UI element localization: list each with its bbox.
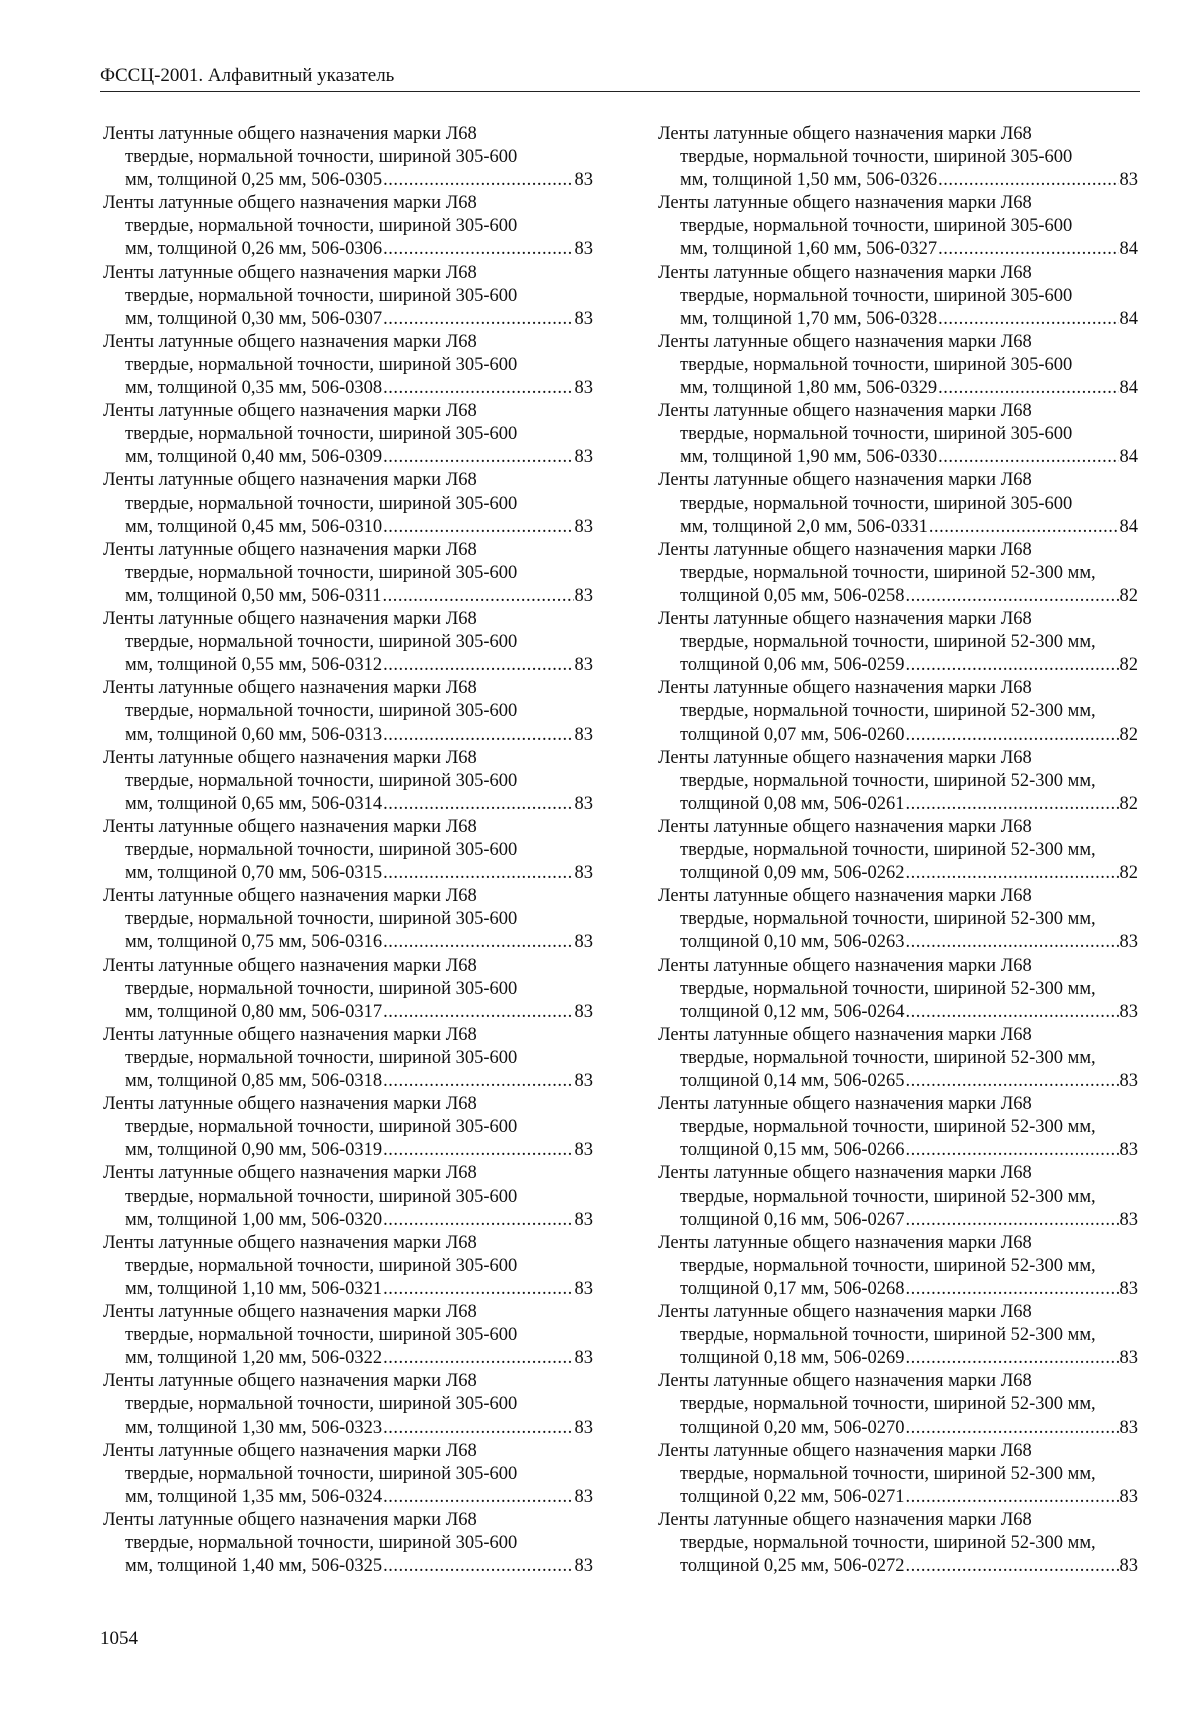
- entry-page-number: 83: [1119, 1348, 1138, 1369]
- entry-code-line: [658, 724, 1138, 747]
- entry-code-line: [103, 1417, 593, 1440]
- entry-code-line: [103, 1001, 593, 1024]
- entry-page-number: 83: [574, 585, 593, 606]
- entry-code-text: толщиной 0,22 мм, 506-0271: [680, 1486, 905, 1507]
- entry-page-number: 83: [574, 1209, 593, 1230]
- entry-title-line: Ленты латунные общего назначения марки Л68: [658, 747, 1032, 768]
- entry-spec-line: твердые, нормальной точности, шириной 52-300 мм,: [680, 562, 1096, 583]
- index-entry: [103, 816, 593, 885]
- entry-page-number: 84: [1119, 378, 1138, 399]
- entry-spec-line: твердые, нормальной точности, шириной 305-600: [125, 1255, 518, 1276]
- entry-title-line: Ленты латунные общего назначения марки Л68: [658, 609, 1032, 630]
- index-entry: [103, 539, 593, 608]
- entry-title-line: Ленты латунные общего назначения марки Л68: [658, 1024, 1032, 1045]
- entry-title-line: Ленты латунные общего назначения марки Л68: [658, 816, 1032, 837]
- entry-spec-line: твердые, нормальной точности, шириной 305-600: [680, 424, 1073, 445]
- entry-spec-line: твердые, нормальной точности, шириной 52-300 мм,: [680, 1117, 1096, 1138]
- entry-code-text: мм, толщиной 0,75 мм, 506-0316: [125, 932, 383, 953]
- entry-title-line: Ленты латунные общего назначения марки Л68: [103, 1094, 477, 1115]
- entry-page-number: 83: [574, 1417, 593, 1438]
- entry-spec-line: твердые, нормальной точности, шириной 52-300 мм,: [680, 909, 1096, 930]
- index-entry: [103, 123, 593, 192]
- entry-spec-line: твердые, нормальной точности, шириной 52-300 мм,: [680, 1255, 1096, 1276]
- entry-page-number: 83: [574, 724, 593, 745]
- entry-title-line: Ленты латунные общего назначения марки Л68: [658, 678, 1032, 699]
- dot-leader: [383, 1555, 573, 1578]
- entry-code-line: [658, 1139, 1138, 1162]
- entry-page-number: 83: [574, 863, 593, 884]
- dot-leader: [938, 446, 1118, 469]
- entry-code-text: мм, толщиной 0,90 мм, 506-0319: [125, 1140, 383, 1161]
- dot-leader: [938, 377, 1118, 400]
- dot-leader: [383, 793, 573, 816]
- entry-code-text: толщиной 0,09 мм, 506-0262: [680, 863, 905, 884]
- dot-leader: [383, 308, 573, 331]
- index-entry: [103, 955, 593, 1024]
- entry-spec-line: твердые, нормальной точности, шириной 52-300 мм,: [680, 840, 1096, 861]
- index-entry: [103, 1301, 593, 1370]
- entry-spec-line: твердые, нормальной точности, шириной 305-600: [125, 1533, 518, 1554]
- entry-code-line: [103, 169, 593, 192]
- index-entry: [658, 469, 1138, 538]
- entry-code-line: [658, 308, 1138, 331]
- entry-code-text: мм, толщиной 0,26 мм, 506-0306: [125, 239, 383, 260]
- entry-code-text: толщиной 0,07 мм, 506-0260: [680, 724, 905, 745]
- dot-leader: [382, 585, 573, 608]
- entry-code-line: [658, 516, 1138, 539]
- entry-page-number: 83: [1119, 1209, 1138, 1230]
- entry-title-line: Ленты латунные общего назначения марки Л68: [658, 955, 1032, 976]
- entry-page-number: 83: [574, 1001, 593, 1022]
- entry-code-text: мм, толщиной 2,0 мм, 506-0331: [680, 516, 928, 537]
- dot-leader: [383, 1417, 573, 1440]
- entry-code-line: [103, 724, 593, 747]
- index-entry: [103, 608, 593, 677]
- entry-code-line: [103, 654, 593, 677]
- entry-spec-line: твердые, нормальной точности, шириной 52-300 мм,: [680, 701, 1096, 722]
- entry-code-text: мм, толщиной 1,90 мм, 506-0330: [680, 447, 938, 468]
- entry-code-text: мм, толщиной 1,70 мм, 506-0328: [680, 308, 938, 329]
- dot-leader: [905, 1486, 1118, 1509]
- entry-title-line: Ленты латунные общего назначения марки Л68: [658, 1371, 1032, 1392]
- entry-page-number: 84: [1119, 447, 1138, 468]
- entry-code-text: мм, толщиной 1,80 мм, 506-0329: [680, 378, 938, 399]
- entry-title-line: Ленты латунные общего назначения марки Л68: [658, 886, 1032, 907]
- dot-leader: [905, 931, 1118, 954]
- index-entry: [658, 747, 1138, 816]
- entry-title-line: Ленты латунные общего назначения марки Л68: [103, 539, 477, 560]
- entry-page-number: 83: [1119, 932, 1138, 953]
- entry-title-line: Ленты латунные общего назначения марки Л68: [658, 401, 1032, 422]
- entry-title-line: Ленты латунные общего назначения марки Л68: [103, 609, 477, 630]
- index-entry: [658, 1509, 1138, 1578]
- entry-code-line: [103, 585, 593, 608]
- entry-code-line: [658, 793, 1138, 816]
- index-entry: [658, 331, 1138, 400]
- dot-leader: [905, 1209, 1118, 1232]
- entry-spec-line: твердые, нормальной точности, шириной 305-600: [125, 1394, 518, 1415]
- entry-title-line: Ленты латунные общего назначения марки Л68: [658, 539, 1032, 560]
- entry-spec-line: твердые, нормальной точности, шириной 305-600: [125, 285, 518, 306]
- entry-code-line: [658, 238, 1138, 261]
- entry-page-number: 83: [1119, 1486, 1138, 1507]
- entry-page-number: 83: [1119, 170, 1138, 191]
- entry-code-line: [658, 862, 1138, 885]
- dot-leader: [938, 238, 1118, 261]
- entry-page-number: 82: [1119, 585, 1138, 606]
- entry-code-line: [103, 516, 593, 539]
- index-entry: [103, 331, 593, 400]
- entry-code-text: мм, толщиной 0,85 мм, 506-0318: [125, 1071, 383, 1092]
- entry-title-line: Ленты латунные общего назначения марки Л68: [103, 747, 477, 768]
- entry-code-text: мм, толщиной 0,80 мм, 506-0317: [125, 1001, 383, 1022]
- entry-code-line: [103, 1139, 593, 1162]
- entry-code-line: [103, 308, 593, 331]
- dot-leader: [905, 862, 1118, 885]
- entry-title-line: Ленты латунные общего назначения марки Л68: [103, 331, 477, 352]
- entry-code-line: [658, 1417, 1138, 1440]
- entry-code-line: [658, 585, 1138, 608]
- index-entry: [658, 1093, 1138, 1162]
- index-entry: [658, 816, 1138, 885]
- index-entry: [658, 539, 1138, 608]
- dot-leader: [383, 654, 573, 677]
- entry-spec-line: твердые, нормальной точности, шириной 52-300 мм,: [680, 770, 1096, 791]
- dot-leader: [905, 1139, 1118, 1162]
- dot-leader: [905, 793, 1118, 816]
- entry-title-line: Ленты латунные общего назначения марки Л68: [658, 262, 1032, 283]
- entry-code-text: мм, толщиной 1,20 мм, 506-0322: [125, 1348, 383, 1369]
- dot-leader: [905, 654, 1118, 677]
- dot-leader: [383, 1209, 573, 1232]
- entry-code-text: мм, толщиной 0,40 мм, 506-0309: [125, 447, 383, 468]
- entry-code-text: мм, толщиной 0,50 мм, 506-0311: [125, 585, 382, 606]
- entry-title-line: Ленты латунные общего назначения марки Л68: [103, 1440, 477, 1461]
- dot-leader: [383, 931, 573, 954]
- index-entry: [103, 677, 593, 746]
- index-entry: [658, 192, 1138, 261]
- entry-code-text: мм, толщиной 1,40 мм, 506-0325: [125, 1556, 383, 1577]
- entry-page-number: 84: [1119, 308, 1138, 329]
- dot-leader: [383, 862, 573, 885]
- dot-leader: [938, 169, 1118, 192]
- entry-code-line: [103, 1347, 593, 1370]
- entry-title-line: Ленты латунные общего назначения марки Л68: [658, 124, 1032, 144]
- entry-title-line: Ленты латунные общего назначения марки Л68: [103, 1302, 477, 1323]
- entry-code-text: толщиной 0,15 мм, 506-0266: [680, 1140, 905, 1161]
- entry-title-line: Ленты латунные общего назначения марки Л68: [103, 193, 477, 214]
- entry-code-text: мм, толщиной 0,65 мм, 506-0314: [125, 793, 383, 814]
- index-entry: [103, 1440, 593, 1509]
- entry-code-line: [103, 1278, 593, 1301]
- entry-code-text: толщиной 0,25 мм, 506-0272: [680, 1556, 905, 1577]
- index-entry: [658, 1162, 1138, 1231]
- entry-title-line: Ленты латунные общего назначения марки Л68: [103, 1024, 477, 1045]
- dot-leader: [905, 724, 1118, 747]
- entry-page-number: 83: [574, 1486, 593, 1507]
- entry-code-line: [103, 377, 593, 400]
- entry-page-number: 82: [1119, 655, 1138, 676]
- entry-spec-line: твердые, нормальной точности, шириной 305-600: [680, 493, 1073, 514]
- entry-code-line: [658, 169, 1138, 192]
- entry-title-line: Ленты латунные общего назначения марки Л68: [658, 1094, 1032, 1115]
- entry-spec-line: твердые, нормальной точности, шириной 305-600: [125, 147, 518, 168]
- entry-spec-line: твердые, нормальной точности, шириной 305-600: [680, 285, 1073, 306]
- dot-leader: [929, 516, 1119, 539]
- dot-leader: [905, 1278, 1118, 1301]
- entry-title-line: Ленты латунные общего назначения марки Л68: [103, 262, 477, 283]
- dot-leader: [383, 724, 573, 747]
- entry-page-number: 83: [574, 170, 593, 191]
- entry-title-line: Ленты латунные общего назначения марки Л68: [103, 1232, 477, 1253]
- entry-spec-line: твердые, нормальной точности, шириной 305-600: [680, 147, 1073, 168]
- entry-title-line: Ленты латунные общего назначения марки Л68: [103, 816, 477, 837]
- dot-leader: [905, 1555, 1118, 1578]
- dot-leader: [383, 1278, 573, 1301]
- dot-leader: [905, 585, 1118, 608]
- dot-leader: [905, 1347, 1118, 1370]
- entry-code-line: [658, 931, 1138, 954]
- entry-spec-line: твердые, нормальной точности, шириной 305-600: [125, 216, 518, 237]
- entry-title-line: Ленты латунные общего назначения марки Л68: [103, 886, 477, 907]
- entry-title-line: Ленты латунные общего назначения марки Л68: [103, 955, 477, 976]
- dot-leader: [383, 1139, 573, 1162]
- entry-title-line: Ленты латунные общего назначения марки Л68: [103, 678, 477, 699]
- entry-spec-line: твердые, нормальной точности, шириной 305-600: [680, 216, 1073, 237]
- entry-page-number: 83: [574, 655, 593, 676]
- index-entry: [103, 192, 593, 261]
- dot-leader: [383, 1070, 573, 1093]
- entry-page-number: 84: [1119, 239, 1138, 260]
- entry-page-number: 83: [1119, 1071, 1138, 1092]
- entry-page-number: 83: [574, 447, 593, 468]
- entry-code-text: толщиной 0,05 мм, 506-0258: [680, 585, 905, 606]
- entry-code-text: толщиной 0,12 мм, 506-0264: [680, 1001, 905, 1022]
- entry-spec-line: твердые, нормальной точности, шириной 52-300 мм,: [680, 978, 1096, 999]
- entry-code-text: толщиной 0,08 мм, 506-0261: [680, 793, 905, 814]
- dot-leader: [905, 1001, 1118, 1024]
- entry-code-text: толщиной 0,18 мм, 506-0269: [680, 1348, 905, 1369]
- entry-code-line: [103, 1070, 593, 1093]
- entry-spec-line: твердые, нормальной точности, шириной 305-600: [125, 632, 518, 653]
- entry-spec-line: твердые, нормальной точности, шириной 52-300 мм,: [680, 1463, 1096, 1484]
- entry-page-number: 83: [574, 1348, 593, 1369]
- entry-spec-line: твердые, нормальной точности, шириной 305-600: [125, 1186, 518, 1207]
- entry-page-number: 82: [1119, 793, 1138, 814]
- entry-title-line: Ленты латунные общего назначения марки Л68: [103, 1509, 477, 1530]
- index-entry: [103, 1232, 593, 1301]
- dot-leader: [383, 238, 573, 261]
- entry-spec-line: твердые, нормальной точности, шириной 52-300 мм,: [680, 1186, 1096, 1207]
- entry-code-line: [103, 1209, 593, 1232]
- entry-title-line: Ленты латунные общего назначения марки Л68: [658, 1163, 1032, 1184]
- dot-leader: [383, 1001, 573, 1024]
- entry-code-text: мм, толщиной 1,35 мм, 506-0324: [125, 1486, 383, 1507]
- entry-spec-line: твердые, нормальной точности, шириной 305-600: [125, 909, 518, 930]
- entry-spec-line: твердые, нормальной точности, шириной 305-600: [125, 1117, 518, 1138]
- entry-spec-line: твердые, нормальной точности, шириной 52-300 мм,: [680, 632, 1096, 653]
- dot-leader: [383, 1486, 573, 1509]
- entry-spec-line: твердые, нормальной точности, шириной 52-300 мм,: [680, 1325, 1096, 1346]
- index-entry: [658, 885, 1138, 954]
- index-entry: [658, 400, 1138, 469]
- index-entry: [658, 1232, 1138, 1301]
- entry-code-text: толщиной 0,10 мм, 506-0263: [680, 932, 905, 953]
- entry-code-text: мм, толщиной 0,70 мм, 506-0315: [125, 863, 383, 884]
- entry-title-line: Ленты латунные общего назначения марки Л68: [658, 1509, 1032, 1530]
- entry-code-text: толщиной 0,14 мм, 506-0265: [680, 1071, 905, 1092]
- dot-leader: [383, 1347, 573, 1370]
- index-entry: [658, 1370, 1138, 1439]
- entry-page-number: 83: [574, 378, 593, 399]
- entry-page-number: 83: [574, 239, 593, 260]
- entry-code-text: мм, толщиной 1,10 мм, 506-0321: [125, 1278, 383, 1299]
- entry-code-text: мм, толщиной 0,30 мм, 506-0307: [125, 308, 383, 329]
- entry-title-line: Ленты латунные общего назначения марки Л68: [103, 124, 477, 144]
- entry-code-line: [103, 1486, 593, 1509]
- right-index-column: [658, 123, 1138, 1578]
- entry-page-number: 83: [1119, 1140, 1138, 1161]
- entry-code-line: [658, 446, 1138, 469]
- entry-code-text: мм, толщиной 1,60 мм, 506-0327: [680, 239, 938, 260]
- entry-title-line: Ленты латунные общего назначения марки Л68: [658, 1232, 1032, 1253]
- entry-spec-line: твердые, нормальной точности, шириной 52-300 мм,: [680, 1533, 1096, 1554]
- entry-page-number: 83: [574, 793, 593, 814]
- entry-title-line: Ленты латунные общего назначения марки Л68: [103, 401, 477, 422]
- dot-leader: [383, 377, 573, 400]
- dot-leader: [383, 169, 573, 192]
- entry-page-number: 83: [574, 1071, 593, 1092]
- entry-code-text: мм, толщиной 0,25 мм, 506-0305: [125, 170, 383, 191]
- entry-spec-line: твердые, нормальной точности, шириной 52-300 мм,: [680, 1047, 1096, 1068]
- index-entry: [103, 747, 593, 816]
- entry-code-text: толщиной 0,16 мм, 506-0267: [680, 1209, 905, 1230]
- entry-code-line: [658, 1347, 1138, 1370]
- left-index-column: [103, 123, 593, 1578]
- index-entry: [658, 1301, 1138, 1370]
- index-entry: [658, 1440, 1138, 1509]
- entry-spec-line: твердые, нормальной точности, шириной 305-600: [125, 354, 518, 375]
- entry-code-text: мм, толщиной 0,35 мм, 506-0308: [125, 378, 383, 399]
- dot-leader: [383, 446, 573, 469]
- entry-code-text: мм, толщиной 0,55 мм, 506-0312: [125, 655, 383, 676]
- entry-code-text: толщиной 0,06 мм, 506-0259: [680, 655, 905, 676]
- entry-spec-line: твердые, нормальной точности, шириной 305-600: [125, 562, 518, 583]
- entry-code-line: [658, 377, 1138, 400]
- entry-spec-line: твердые, нормальной точности, шириной 305-600: [125, 1463, 518, 1484]
- index-entry: [658, 123, 1138, 192]
- entry-code-line: [103, 793, 593, 816]
- entry-code-line: [658, 654, 1138, 677]
- entry-spec-line: твердые, нормальной точности, шириной 305-600: [125, 701, 518, 722]
- entry-code-line: [103, 238, 593, 261]
- entry-code-line: [658, 1209, 1138, 1232]
- entry-page-number: 83: [574, 932, 593, 953]
- entry-spec-line: твердые, нормальной точности, шириной 305-600: [125, 770, 518, 791]
- entry-code-line: [103, 931, 593, 954]
- entry-page-number: 83: [574, 1556, 593, 1577]
- entry-spec-line: твердые, нормальной точности, шириной 52-300 мм,: [680, 1394, 1096, 1415]
- entry-spec-line: твердые, нормальной точности, шириной 305-600: [125, 1047, 518, 1068]
- dot-leader: [938, 308, 1118, 331]
- index-entry: [103, 1093, 593, 1162]
- entry-spec-line: твердые, нормальной точности, шириной 305-600: [125, 493, 518, 514]
- index-entry: [103, 1509, 593, 1578]
- entry-code-line: [658, 1278, 1138, 1301]
- entry-page-number: 82: [1119, 724, 1138, 745]
- entry-page-number: 83: [574, 1140, 593, 1161]
- index-entry: [103, 400, 593, 469]
- entry-title-line: Ленты латунные общего назначения марки Л68: [658, 1440, 1032, 1461]
- entry-code-line: [658, 1555, 1138, 1578]
- page-number: 1054: [100, 1628, 138, 1649]
- entry-code-line: [103, 862, 593, 885]
- entry-page-number: 83: [574, 1278, 593, 1299]
- dot-leader: [905, 1417, 1118, 1440]
- entry-code-text: мм, толщиной 0,45 мм, 506-0310: [125, 516, 383, 537]
- entry-code-line: [658, 1001, 1138, 1024]
- index-entry: [658, 677, 1138, 746]
- index-entry: [103, 1162, 593, 1231]
- entry-spec-line: твердые, нормальной точности, шириной 305-600: [125, 978, 518, 999]
- dot-leader: [905, 1070, 1118, 1093]
- entry-page-number: 83: [574, 516, 593, 537]
- index-entry: [658, 608, 1138, 677]
- index-entry: [103, 1024, 593, 1093]
- entry-title-line: Ленты латунные общего назначения марки Л68: [103, 470, 477, 491]
- entry-page-number: 83: [1119, 1556, 1138, 1577]
- entry-spec-line: твердые, нормальной точности, шириной 305-600: [680, 354, 1073, 375]
- entry-title-line: Ленты латунные общего назначения марки Л68: [658, 1302, 1032, 1323]
- entry-title-line: Ленты латунные общего назначения марки Л68: [658, 193, 1032, 214]
- entry-code-line: [658, 1486, 1138, 1509]
- entry-spec-line: твердые, нормальной точности, шириной 305-600: [125, 1325, 518, 1346]
- entry-code-text: мм, толщиной 1,30 мм, 506-0323: [125, 1417, 383, 1438]
- index-entry: [103, 885, 593, 954]
- entry-code-text: мм, толщиной 0,60 мм, 506-0313: [125, 724, 383, 745]
- entry-title-line: Ленты латунные общего назначения марки Л68: [658, 470, 1032, 491]
- entry-page-number: 83: [1119, 1001, 1138, 1022]
- entry-code-line: [103, 446, 593, 469]
- index-entry: [658, 955, 1138, 1024]
- entry-code-line: [658, 1070, 1138, 1093]
- index-entry: [103, 1370, 593, 1439]
- entry-code-text: толщиной 0,20 мм, 506-0270: [680, 1417, 905, 1438]
- entry-title-line: Ленты латунные общего назначения марки Л68: [658, 331, 1032, 352]
- entry-spec-line: твердые, нормальной точности, шириной 305-600: [125, 424, 518, 445]
- entry-spec-line: твердые, нормальной точности, шириной 305-600: [125, 840, 518, 861]
- entry-code-text: мм, толщиной 1,00 мм, 506-0320: [125, 1209, 383, 1230]
- entry-title-line: Ленты латунные общего назначения марки Л68: [103, 1163, 477, 1184]
- entry-page-number: 83: [574, 308, 593, 329]
- index-entry: [658, 1024, 1138, 1093]
- dot-leader: [383, 516, 573, 539]
- index-entry: [103, 262, 593, 331]
- entry-code-line: [103, 1555, 593, 1578]
- entry-title-line: Ленты латунные общего назначения марки Л68: [103, 1371, 477, 1392]
- entry-page-number: 83: [1119, 1417, 1138, 1438]
- entry-code-text: мм, толщиной 1,50 мм, 506-0326: [680, 170, 938, 191]
- index-entry: [103, 469, 593, 538]
- entry-page-number: 83: [1119, 1278, 1138, 1299]
- index-entry: [658, 262, 1138, 331]
- entry-code-text: толщиной 0,17 мм, 506-0268: [680, 1278, 905, 1299]
- entry-page-number: 82: [1119, 863, 1138, 884]
- entry-page-number: 84: [1119, 516, 1138, 537]
- page-header: ФССЦ-2001. Алфавитный указатель: [100, 64, 1140, 92]
